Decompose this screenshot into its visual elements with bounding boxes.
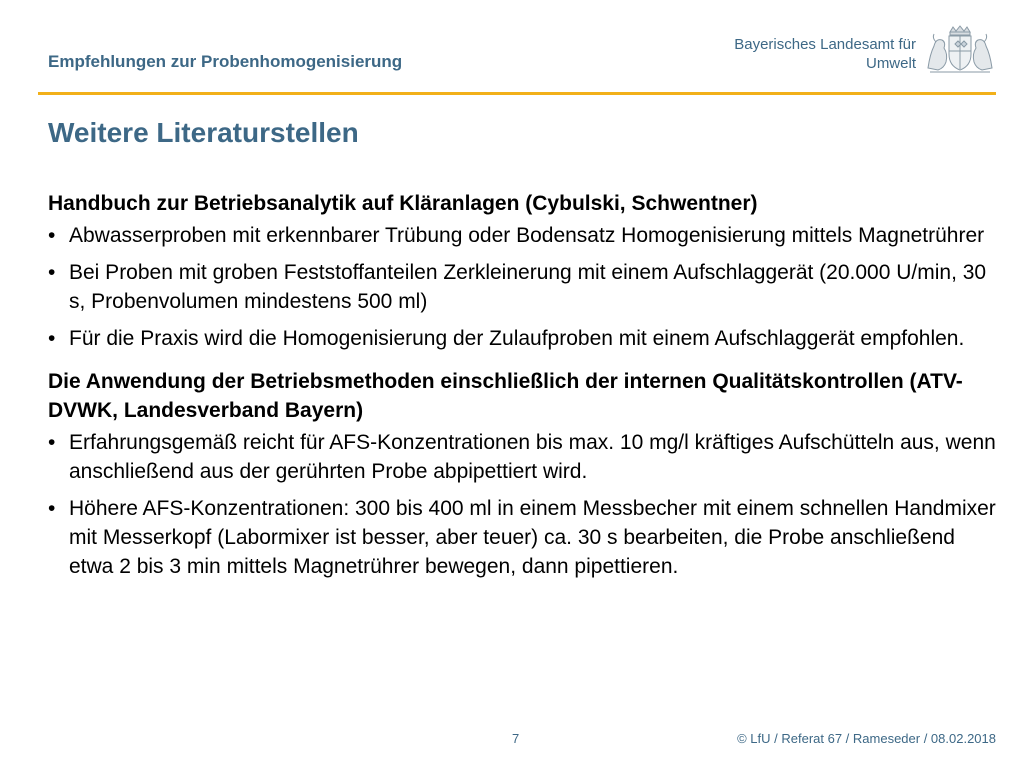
bullet-icon: • (48, 224, 56, 247)
list-item-text: Bei Proben mit groben Feststoffanteilen Zerkleinerung mit einem Aufschlaggerät (20.000 U/min, 30 s, Probenvolumen mindestens 500 ml) (69, 261, 987, 313)
list-item-text: Für die Praxis wird die Homogenisierung der Zulaufproben mit einem Aufschlaggerät empfohlen. (69, 327, 965, 350)
agency-line-2: Umwelt (865, 55, 916, 72)
list-item (48, 258, 998, 316)
list-item (48, 221, 998, 250)
header-divider (38, 92, 996, 95)
footer-copyright: © LfU / Referat 67 / Rameseder / 08.02.2018 (737, 731, 996, 746)
page-number: 7 (512, 731, 520, 746)
slide-content (48, 189, 998, 589)
agency-name (734, 35, 916, 73)
header-title: Empfehlungen zur Probenhomogenisierung (48, 52, 403, 71)
bullet-list-betriebsmethoden (48, 428, 998, 581)
bullet-icon: • (48, 497, 56, 520)
list-item-text: Erfahrungsgemäß reicht für AFS-Konzentrationen bis max. 10 mg/l kräftiges Aufschütteln aus, wenn anschließend aus der gerührten Probe abpipettiert wird. (69, 431, 996, 483)
bullet-list-handbuch (48, 221, 998, 353)
bullet-icon: • (48, 327, 56, 350)
agency-line-1: Bayerisches Landesamt für (734, 36, 916, 53)
bullet-icon: • (48, 261, 56, 284)
list-item (48, 494, 998, 581)
section-heading-handbuch: Handbuch zur Betriebsanalytik auf Kläranlagen (Cybulski, Schwentner) (48, 192, 758, 215)
bavarian-coat-of-arms-icon (922, 24, 998, 76)
list-item-text: Höhere AFS-Konzentrationen: 300 bis 400 ml in einem Messbecher mit einem schnellen Handmixer mit Messerkopf (Labormixer ist besser, aber teuer) ca. 30 s bearbeiten, die Probe anschließend etwa 2 bis 3 min mittels Magnetrührer bewegen, dann pipettieren. (69, 497, 996, 578)
bullet-icon: • (48, 431, 56, 454)
list-item (48, 428, 998, 486)
list-item-text: Abwasserproben mit erkennbarer Trübung oder Bodensatz Homogenisierung mittels Magnetrührer (69, 224, 985, 247)
slide-title: Weitere Literaturstellen (48, 117, 359, 148)
section-heading-betriebsmethoden: Die Anwendung der Betriebsmethoden einschließlich der internen Qualitätskontrollen (ATV-DVWK, Landesverband Bayern) (48, 370, 963, 422)
list-item (48, 324, 998, 353)
